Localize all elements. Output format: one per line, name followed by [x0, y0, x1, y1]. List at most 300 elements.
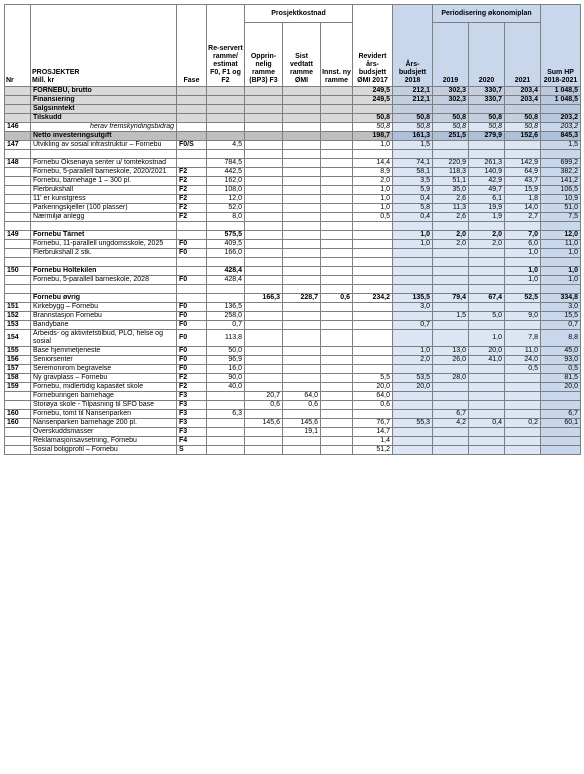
- col-header-2021: 2021: [505, 23, 541, 87]
- table-row: [5, 365, 581, 374]
- cell-project-name: [31, 258, 177, 267]
- cell-2021: 203,4: [505, 96, 541, 105]
- cell-project-name: Storøya skole - Tilpasning til SFO base: [31, 401, 177, 410]
- cell-fase: F3: [177, 428, 207, 437]
- cell-2020: [469, 437, 505, 446]
- table-row: [5, 132, 581, 141]
- cell-opprinnelig: [245, 437, 283, 446]
- cell-nr: 149: [5, 231, 31, 240]
- cell-opprinnelig: 145,6: [245, 419, 283, 428]
- cell-2019: [433, 258, 469, 267]
- cell-sist-vedtatt: [283, 249, 321, 258]
- cell-innst-ny: [321, 410, 353, 419]
- cell-2019: 11,3: [433, 204, 469, 213]
- cell-opprinnelig: [245, 330, 283, 347]
- cell-revidert: [353, 222, 393, 231]
- cell-nr: [5, 446, 31, 455]
- cell-fase: [177, 258, 207, 267]
- cell-2021: [505, 410, 541, 419]
- cell-innst-ny: [321, 374, 353, 383]
- cell-sist-vedtatt: 228,7: [283, 294, 321, 303]
- cell-2019: 35,0: [433, 186, 469, 195]
- cell-2019: [433, 222, 469, 231]
- cell-nr: [5, 392, 31, 401]
- cell-revidert: 8,9: [353, 168, 393, 177]
- cell-2019: [433, 105, 469, 114]
- cell-sum-hp: 0,7: [541, 321, 581, 330]
- cell-project-name: Fornebu Oksenøya senter u/ tomtekostnad: [31, 159, 177, 168]
- cell-opprinnelig: [245, 168, 283, 177]
- cell-2021: [505, 150, 541, 159]
- cell-sum-hp: 203,2: [541, 123, 581, 132]
- cell-2019: [433, 321, 469, 330]
- cell-opprinnelig: [245, 150, 283, 159]
- cell-project-name: Utvikling av sosial infrastruktur – Fornebu: [31, 141, 177, 150]
- cell-fase: [177, 114, 207, 123]
- cell-fase: [177, 267, 207, 276]
- table-row: [5, 213, 581, 222]
- cell-reservert: [207, 132, 245, 141]
- cell-nr: [5, 249, 31, 258]
- cell-sist-vedtatt: [283, 123, 321, 132]
- cell-revidert: [353, 258, 393, 267]
- cell-2021: [505, 258, 541, 267]
- table-row: [5, 195, 581, 204]
- cell-reservert: 52,0: [207, 204, 245, 213]
- cell-nr: 150: [5, 267, 31, 276]
- cell-2020: 5,0: [469, 312, 505, 321]
- table-row: [5, 374, 581, 383]
- cell-2019: [433, 383, 469, 392]
- cell-revidert: 0,6: [353, 401, 393, 410]
- cell-revidert: [353, 285, 393, 294]
- cell-arsbudsjett-2018: 3,0: [393, 303, 433, 312]
- cell-fase: F0: [177, 240, 207, 249]
- table-row: [5, 114, 581, 123]
- cell-2019: [433, 150, 469, 159]
- cell-project-name: Arbeids- og aktivitetstilbud, PLO, helse og sosial: [31, 330, 177, 347]
- col-header-sum-hp: Sum HP 2018-2021: [541, 5, 581, 87]
- cell-arsbudsjett-2018: 1,5: [393, 141, 433, 150]
- cell-innst-ny: [321, 267, 353, 276]
- cell-innst-ny: [321, 132, 353, 141]
- cell-reservert: [207, 446, 245, 455]
- cell-opprinnelig: [245, 231, 283, 240]
- cell-fase: F0: [177, 249, 207, 258]
- cell-sum-hp: 1 048,5: [541, 96, 581, 105]
- cell-opprinnelig: [245, 240, 283, 249]
- cell-2021: [505, 446, 541, 455]
- cell-reservert: 6,3: [207, 410, 245, 419]
- cell-revidert: [353, 231, 393, 240]
- cell-project-name: Fornebu Holtekilen: [31, 267, 177, 276]
- cell-2019: [433, 392, 469, 401]
- cell-2020: 41,0: [469, 356, 505, 365]
- cell-sist-vedtatt: [283, 222, 321, 231]
- cell-sist-vedtatt: 0,6: [283, 401, 321, 410]
- cell-2020: 50,8: [469, 123, 505, 132]
- cell-sum-hp: 1,5: [541, 141, 581, 150]
- table-row: [5, 186, 581, 195]
- cell-reservert: 113,8: [207, 330, 245, 347]
- cell-reservert: 40,0: [207, 383, 245, 392]
- cell-innst-ny: [321, 96, 353, 105]
- cell-2021: 9,0: [505, 312, 541, 321]
- table-body: [5, 87, 581, 455]
- cell-nr: 146: [5, 123, 31, 132]
- cell-sum-hp: 106,5: [541, 186, 581, 195]
- cell-opprinnelig: [245, 195, 283, 204]
- cell-2020: [469, 222, 505, 231]
- cell-2020: 330,7: [469, 96, 505, 105]
- cell-opprinnelig: [245, 132, 283, 141]
- table-row: [5, 437, 581, 446]
- cell-2021: 11,0: [505, 347, 541, 356]
- cell-fase: F2: [177, 383, 207, 392]
- cell-project-name: Seniorsenter: [31, 356, 177, 365]
- cell-fase: F3: [177, 410, 207, 419]
- cell-sist-vedtatt: [283, 437, 321, 446]
- cell-arsbudsjett-2018: [393, 276, 433, 285]
- cell-innst-ny: [321, 186, 353, 195]
- cell-project-name: Parkeringskjeller (100 plasser): [31, 204, 177, 213]
- cell-2020: 20,0: [469, 347, 505, 356]
- cell-2020: [469, 383, 505, 392]
- cell-sist-vedtatt: 64,0: [283, 392, 321, 401]
- cell-2020: [469, 392, 505, 401]
- cell-reservert: 96,9: [207, 356, 245, 365]
- cell-innst-ny: [321, 285, 353, 294]
- cell-2021: 1,0: [505, 276, 541, 285]
- table-row: [5, 204, 581, 213]
- cell-nr: 159: [5, 383, 31, 392]
- table-row: [5, 222, 581, 231]
- cell-opprinnelig: [245, 258, 283, 267]
- cell-fase: F2: [177, 213, 207, 222]
- cell-sum-hp: 10,9: [541, 195, 581, 204]
- cell-2021: 15,9: [505, 186, 541, 195]
- cell-arsbudsjett-2018: [393, 365, 433, 374]
- cell-reservert: [207, 258, 245, 267]
- cell-reservert: 162,0: [207, 177, 245, 186]
- cell-2019: 79,4: [433, 294, 469, 303]
- cell-sum-hp: [541, 258, 581, 267]
- cell-2021: [505, 383, 541, 392]
- cell-innst-ny: [321, 276, 353, 285]
- cell-2021: 14,0: [505, 204, 541, 213]
- cell-reservert: [207, 96, 245, 105]
- cell-2019: 13,0: [433, 347, 469, 356]
- cell-opprinnelig: [245, 105, 283, 114]
- cell-sist-vedtatt: [283, 374, 321, 383]
- cell-project-name: Fornebu, tomt til Nansenparken: [31, 410, 177, 419]
- cell-2019: 2,6: [433, 195, 469, 204]
- cell-2019: 302,3: [433, 96, 469, 105]
- cell-arsbudsjett-2018: [393, 249, 433, 258]
- cell-sist-vedtatt: [283, 312, 321, 321]
- cell-opprinnelig: [245, 87, 283, 96]
- cell-2021: [505, 321, 541, 330]
- col-header-fase: Fase: [177, 5, 207, 87]
- cell-opprinnelig: [245, 204, 283, 213]
- cell-project-name: [31, 150, 177, 159]
- table-row: [5, 96, 581, 105]
- cell-2021: [505, 222, 541, 231]
- cell-nr: [5, 177, 31, 186]
- cell-reservert: 0,7: [207, 321, 245, 330]
- cell-sum-hp: 11,0: [541, 240, 581, 249]
- cell-2019: [433, 267, 469, 276]
- cell-sist-vedtatt: 145,6: [283, 419, 321, 428]
- cell-2021: [505, 141, 541, 150]
- cell-reservert: 575,5: [207, 231, 245, 240]
- cell-arsbudsjett-2018: 0,7: [393, 321, 433, 330]
- cell-2021: [505, 374, 541, 383]
- cell-nr: [5, 132, 31, 141]
- cell-2021: 43,7: [505, 177, 541, 186]
- cell-nr: 160: [5, 410, 31, 419]
- cell-2019: 1,5: [433, 312, 469, 321]
- cell-revidert: 1,0: [353, 141, 393, 150]
- cell-reservert: [207, 428, 245, 437]
- cell-2021: 50,8: [505, 123, 541, 132]
- table-row: [5, 150, 581, 159]
- cell-fase: F3: [177, 392, 207, 401]
- cell-2020: 67,4: [469, 294, 505, 303]
- table-row: [5, 177, 581, 186]
- cell-opprinnelig: [245, 410, 283, 419]
- cell-revidert: 14,7: [353, 428, 393, 437]
- cell-opprinnelig: [245, 356, 283, 365]
- cell-reservert: [207, 294, 245, 303]
- cell-project-name: Flerbrukshall 2 stk.: [31, 249, 177, 258]
- cell-fase: [177, 294, 207, 303]
- cell-arsbudsjett-2018: [393, 312, 433, 321]
- cell-arsbudsjett-2018: 212,1: [393, 87, 433, 96]
- cell-arsbudsjett-2018: 0,4: [393, 195, 433, 204]
- cell-innst-ny: [321, 150, 353, 159]
- cell-opprinnelig: [245, 303, 283, 312]
- cell-sist-vedtatt: [283, 285, 321, 294]
- cell-arsbudsjett-2018: [393, 401, 433, 410]
- cell-reservert: 136,5: [207, 303, 245, 312]
- cell-nr: 148: [5, 159, 31, 168]
- cell-sum-hp: 1,0: [541, 267, 581, 276]
- cell-arsbudsjett-2018: [393, 330, 433, 347]
- cell-reservert: [207, 401, 245, 410]
- cell-reservert: [207, 285, 245, 294]
- cell-revidert: [353, 249, 393, 258]
- cell-reservert: [207, 419, 245, 428]
- col-header-projects-unit: Mill. kr: [32, 77, 55, 84]
- cell-sist-vedtatt: 19,1: [283, 428, 321, 437]
- cell-nr: [5, 204, 31, 213]
- cell-nr: 153: [5, 321, 31, 330]
- cell-reservert: [207, 123, 245, 132]
- cell-project-name: Sosial boligprofil – Fornebu: [31, 446, 177, 455]
- cell-reservert: 409,5: [207, 240, 245, 249]
- cell-sist-vedtatt: [283, 186, 321, 195]
- cell-2019: [433, 401, 469, 410]
- cell-innst-ny: [321, 141, 353, 150]
- cell-innst-ny: [321, 330, 353, 347]
- cell-reservert: [207, 392, 245, 401]
- cell-nr: [5, 168, 31, 177]
- cell-sum-hp: 15,5: [541, 312, 581, 321]
- table-row: [5, 267, 581, 276]
- cell-revidert: 2,0: [353, 177, 393, 186]
- cell-sum-hp: 7,5: [541, 213, 581, 222]
- cell-sum-hp: 8,8: [541, 330, 581, 347]
- cell-sist-vedtatt: [283, 446, 321, 455]
- cell-sum-hp: [541, 437, 581, 446]
- cell-opprinnelig: 0,6: [245, 401, 283, 410]
- cell-sum-hp: 1,0: [541, 249, 581, 258]
- cell-2019: [433, 141, 469, 150]
- cell-opprinnelig: [245, 383, 283, 392]
- col-header-arsbudsjett: Års-budsjett 2018: [393, 5, 433, 87]
- cell-revidert: [353, 356, 393, 365]
- table-row: [5, 321, 581, 330]
- col-header-projects: [31, 5, 177, 87]
- cell-revidert: 76,7: [353, 419, 393, 428]
- cell-2020: [469, 303, 505, 312]
- col-header-innst-ny: Innst. ny ramme: [321, 23, 353, 87]
- cell-innst-ny: [321, 437, 353, 446]
- cell-2019: 2,6: [433, 213, 469, 222]
- col-header-reservert: Re-servert ramme/ estimat F0, F1 og F2: [207, 5, 245, 87]
- cell-opprinnelig: [245, 446, 283, 455]
- cell-project-name: Brannstasjon Fornebu: [31, 312, 177, 321]
- cell-2020: 0,4: [469, 419, 505, 428]
- table-row: [5, 330, 581, 347]
- cell-2021: 1,8: [505, 195, 541, 204]
- cell-revidert: [353, 276, 393, 285]
- col-header-nr: Nr: [5, 5, 31, 87]
- table-row: [5, 294, 581, 303]
- cell-2019: [433, 285, 469, 294]
- table-row: [5, 105, 581, 114]
- cell-2020: [469, 321, 505, 330]
- cell-project-name: [31, 285, 177, 294]
- cell-sum-hp: 6,7: [541, 410, 581, 419]
- cell-arsbudsjett-2018: 2,0: [393, 356, 433, 365]
- cell-innst-ny: [321, 347, 353, 356]
- cell-2019: [433, 249, 469, 258]
- cell-arsbudsjett-2018: [393, 258, 433, 267]
- col-header-periodisering: Periodisering økonomiplan: [433, 5, 541, 23]
- cell-arsbudsjett-2018: 5,9: [393, 186, 433, 195]
- cell-revidert: 14,4: [353, 159, 393, 168]
- cell-reservert: 428,4: [207, 276, 245, 285]
- cell-innst-ny: [321, 222, 353, 231]
- cell-opprinnelig: [245, 114, 283, 123]
- table-row: [5, 258, 581, 267]
- cell-sist-vedtatt: [283, 321, 321, 330]
- cell-2020: [469, 141, 505, 150]
- cell-2019: [433, 437, 469, 446]
- table-row: [5, 123, 581, 132]
- cell-nr: [5, 150, 31, 159]
- cell-revidert: [353, 347, 393, 356]
- cell-sist-vedtatt: [283, 87, 321, 96]
- cell-opprinnelig: 20,7: [245, 392, 283, 401]
- cell-innst-ny: [321, 123, 353, 132]
- cell-reservert: [207, 222, 245, 231]
- cell-revidert: [353, 105, 393, 114]
- cell-fase: F2: [177, 204, 207, 213]
- cell-innst-ny: [321, 303, 353, 312]
- cell-arsbudsjett-2018: [393, 392, 433, 401]
- table-row: [5, 356, 581, 365]
- cell-sum-hp: 12,0: [541, 231, 581, 240]
- cell-sist-vedtatt: [283, 258, 321, 267]
- cell-2020: [469, 285, 505, 294]
- cell-opprinnelig: [245, 141, 283, 150]
- cell-project-name: FORNEBU, brutto: [31, 87, 177, 96]
- cell-revidert: 20,0: [353, 383, 393, 392]
- table-row: [5, 240, 581, 249]
- cell-2020: 50,8: [469, 114, 505, 123]
- cell-2021: 0,5: [505, 365, 541, 374]
- table-row: [5, 392, 581, 401]
- cell-reservert: 50,0: [207, 347, 245, 356]
- cell-fase: F0: [177, 365, 207, 374]
- cell-arsbudsjett-2018: 1,0: [393, 231, 433, 240]
- cell-reservert: 442,5: [207, 168, 245, 177]
- col-header-prosjektkostnad: Prosjektkostnad: [245, 5, 353, 23]
- cell-reservert: 108,0: [207, 186, 245, 195]
- cell-2021: 1,0: [505, 249, 541, 258]
- cell-fase: F0: [177, 303, 207, 312]
- cell-nr: 155: [5, 347, 31, 356]
- cell-arsbudsjett-2018: [393, 285, 433, 294]
- cell-revidert: 50,8: [353, 114, 393, 123]
- investment-table: [4, 4, 581, 455]
- cell-sist-vedtatt: [283, 150, 321, 159]
- cell-2020: [469, 249, 505, 258]
- cell-revidert: [353, 312, 393, 321]
- cell-revidert: [353, 330, 393, 347]
- cell-arsbudsjett-2018: 74,1: [393, 159, 433, 168]
- cell-revidert: 1,4: [353, 437, 393, 446]
- cell-2021: 203,4: [505, 87, 541, 96]
- table-row: [5, 168, 581, 177]
- cell-2019: 51,1: [433, 177, 469, 186]
- cell-innst-ny: [321, 87, 353, 96]
- cell-innst-ny: [321, 168, 353, 177]
- cell-arsbudsjett-2018: 53,5: [393, 374, 433, 383]
- table-row: [5, 231, 581, 240]
- cell-sist-vedtatt: [283, 330, 321, 347]
- cell-innst-ny: [321, 419, 353, 428]
- cell-fase: F0: [177, 356, 207, 365]
- cell-2020: [469, 267, 505, 276]
- cell-opprinnelig: [245, 249, 283, 258]
- cell-reservert: [207, 87, 245, 96]
- cell-nr: 157: [5, 365, 31, 374]
- cell-arsbudsjett-2018: [393, 446, 433, 455]
- cell-revidert: 249,5: [353, 87, 393, 96]
- cell-opprinnelig: [245, 347, 283, 356]
- cell-sum-hp: 334,8: [541, 294, 581, 303]
- cell-sist-vedtatt: [283, 410, 321, 419]
- cell-revidert: 1,0: [353, 186, 393, 195]
- cell-revidert: 1,0: [353, 195, 393, 204]
- cell-nr: [5, 114, 31, 123]
- col-header-opprinnelig: Opprin-nelig ramme (BP3) F3: [245, 23, 283, 87]
- cell-innst-ny: [321, 240, 353, 249]
